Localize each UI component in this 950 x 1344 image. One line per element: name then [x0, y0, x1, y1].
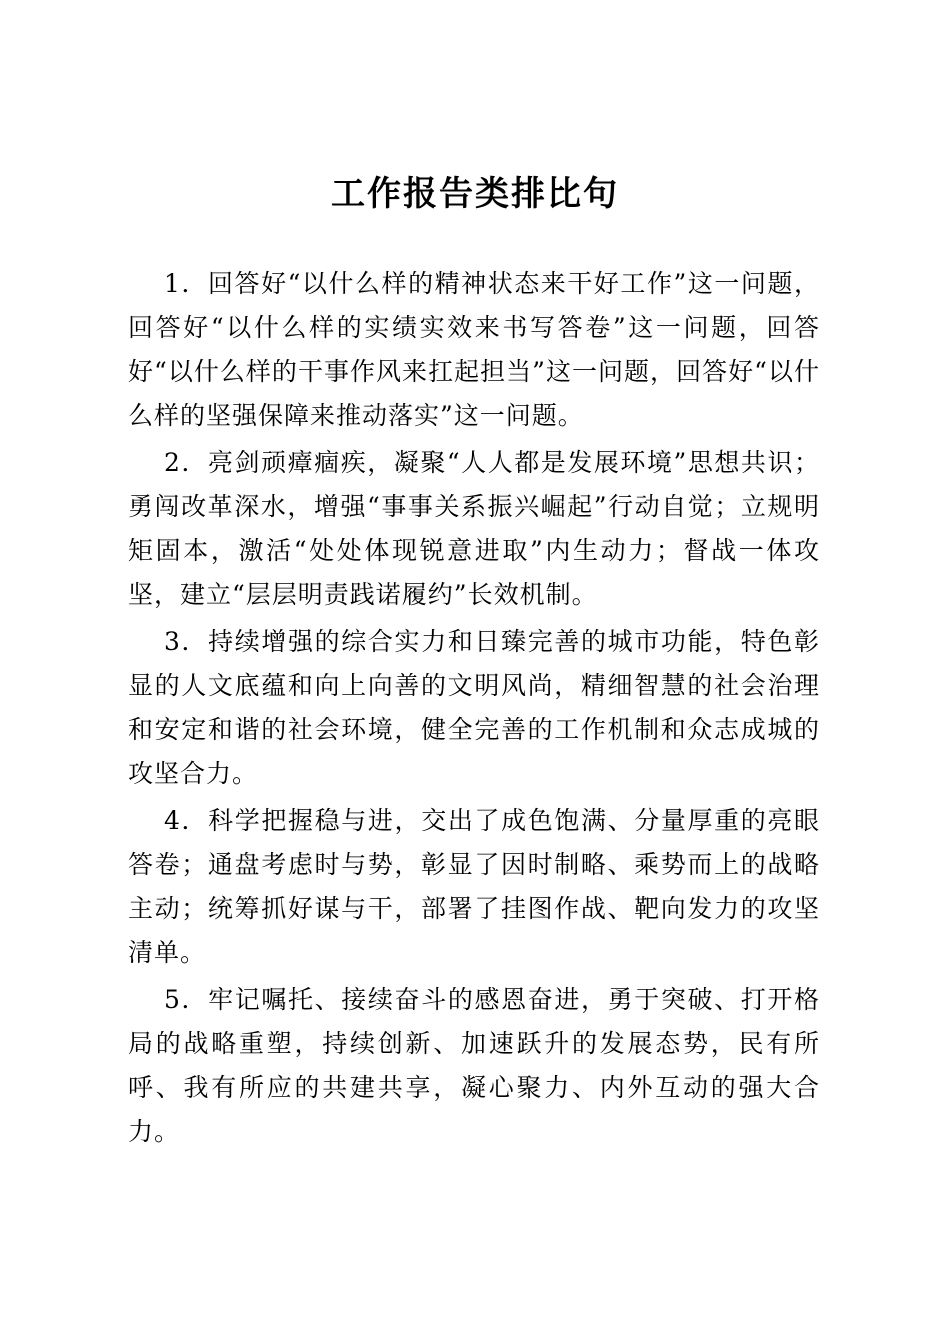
paragraph-3: 3．持续增强的综合实力和日臻完善的城市功能，特色彰显的人文底蕴和向上向善的文明风尚，精细智慧的社会治理和安定和谐的社会环境，健全完善的工作机制和众志成城的攻坚合力。 [128, 627, 820, 788]
paragraph-4: 4．科学把握稳与进，交出了成色饱满、分量厚重的亮眼答卷；通盘考虑时与势，彰显了因时制略、乘势而上的战略主动；统筹抓好谋与干，部署了挂图作战、靶向发力的攻坚清单。 [128, 806, 820, 967]
paragraph-5: 5．牢记嘱托、接续奋斗的感恩奋进，勇于突破、打开格局的战略重塑，持续创新、加速跃升的发展态势，民有所呼、我有所应的共建共享，凝心聚力、内外互动的强大合力。 [128, 985, 820, 1146]
paragraph-2: 2．亮剑顽瘴痼疾，凝聚“人人都是发展环境”思想共识；勇闯改革深水，增强“事事关系振兴崛起”行动自觉；立规明矩固本，激活“处处体现锐意进取”内生动力；督战一体攻坚，建立“层层明责践诺履约”长效机制。 [128, 448, 820, 609]
document-title: 工作报告类排比句 [331, 174, 619, 214]
paragraph-1: 1．回答好“以什么样的精神状态来干好工作”这一问题，回答好“以什么样的实绩实效来书写答卷”这一问题，回答好“以什么样的干事作风来扛起担当”这一问题，回答好“以什么样的坚强保障来推动落实”这一问题。 [128, 269, 820, 430]
document-body [128, 262, 820, 1157]
